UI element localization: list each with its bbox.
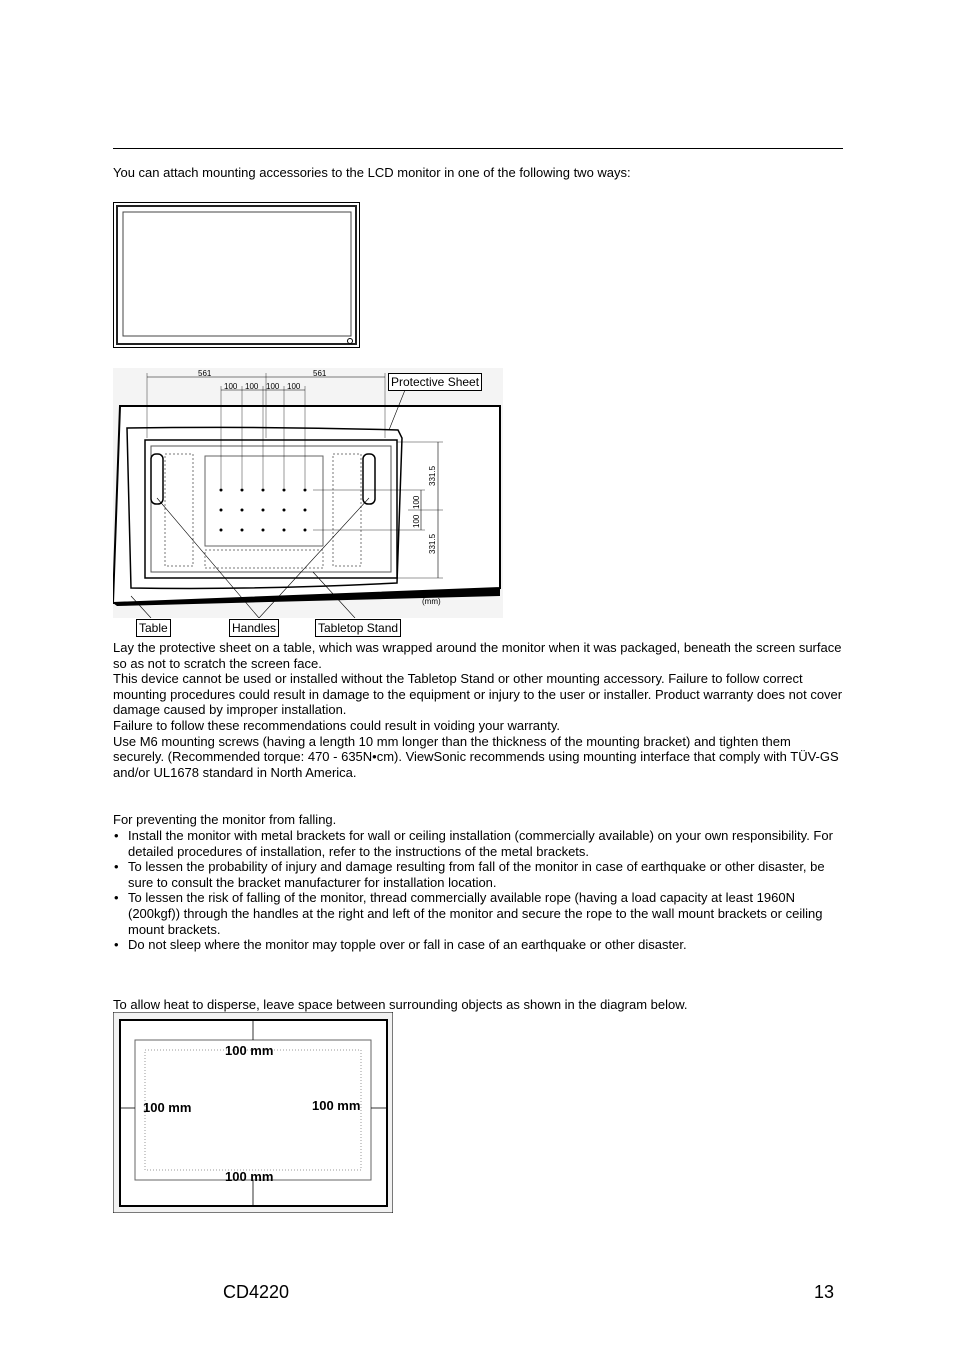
dim-100-v1: 100 [412,495,421,509]
falling-bullets [113,828,843,953]
list-item: • To lessen the probability of injury and damage resulting from fall of the monitor in case of earthquake or other disaster, be sure to consult the bracket manufacturer for installation location. [114,859,825,890]
intro-text: You can attach mounting accessories to the LCD monitor in one of the following two ways: [113,165,631,180]
dim-100-v2: 100 [412,514,421,528]
dim-331-top: 331.5 [428,465,437,486]
dim-100-1: 100 [224,382,238,391]
page-number: 13 [814,1282,835,1302]
footer-model: CD4220 [223,1282,290,1302]
list-item: • Do not sleep where the monitor may topple over or fall in case of an earthquake or other disaster. [114,937,687,953]
bullet-icon: • [114,859,119,875]
dim-100-4: 100 [287,382,301,391]
unit-mm: (mm) [422,597,441,606]
paragraph: This device cannot be used or installed without the Tabletop Stand or other mounting accessory. Failure to follow correct mounting procedures could result in damage to the equipment or injury to the user or installer. Product warranty does not cover damage caused by improper installation. [113,671,843,718]
dim-561-left: 561 [198,369,212,378]
monitor-rear-figure [113,368,503,618]
label-table: Table [136,619,171,637]
dim-100-2: 100 [245,382,259,391]
dim-331-bottom: 331.5 [428,533,437,554]
bullet-icon: • [114,828,119,843]
list-item: • Install the monitor with metal brackets for wall or ceiling installation (commercially available) on your own responsibility. For detailed procedures of installation, refer to the instructions of the metal brackets. [114,828,833,859]
dim-100-3: 100 [266,382,280,391]
paragraph: Use M6 mounting screws (having a length 10 mm longer than the thickness of the mounting bracket) and tighten them securely. (Recommended torque: 470 - 635N•cm). ViewSonic recommends using mounting interface that comply with TÜV-GS and/or UL1678 standard in North America. [113,733,839,780]
clearance-right: 100 mm [312,1098,361,1113]
label-tabletop-stand: Tabletop Stand [315,619,401,637]
list-item: • To lessen the risk of falling of the monitor, thread commercially available rope (having a load capacity at least 1960N (200kgf)) through the handles at the right and left of the monitor and secure the rope to the wall mount brackets or ceiling mount brackets. [114,890,823,937]
ventilation-figure [113,1012,393,1213]
dim-561-right: 561 [313,369,327,378]
bullet-icon: • [114,937,119,953]
paragraph: Failure to follow these recommendations could result in voiding your warranty. [113,717,561,733]
mounting-instructions [113,640,843,780]
bullet-icon: • [114,890,119,906]
monitor-front-figure [113,202,360,348]
clearance-bottom: 100 mm [225,1169,274,1184]
clearance-left: 100 mm [143,1100,192,1115]
label-handles: Handles [229,619,279,637]
heat-text: To allow heat to disperse, leave space between surrounding objects as shown in the diagram below. [113,997,688,1012]
clearance-top: 100 mm [225,1043,274,1058]
header-rule [113,148,843,149]
label-protective-sheet: Protective Sheet [388,373,482,391]
falling-intro: For preventing the monitor from falling. [113,812,337,827]
paragraph: Lay the protective sheet on a table, which was wrapped around the monitor when it was packaged, beneath the screen surface so as not to scratch the screen face. [113,640,842,671]
